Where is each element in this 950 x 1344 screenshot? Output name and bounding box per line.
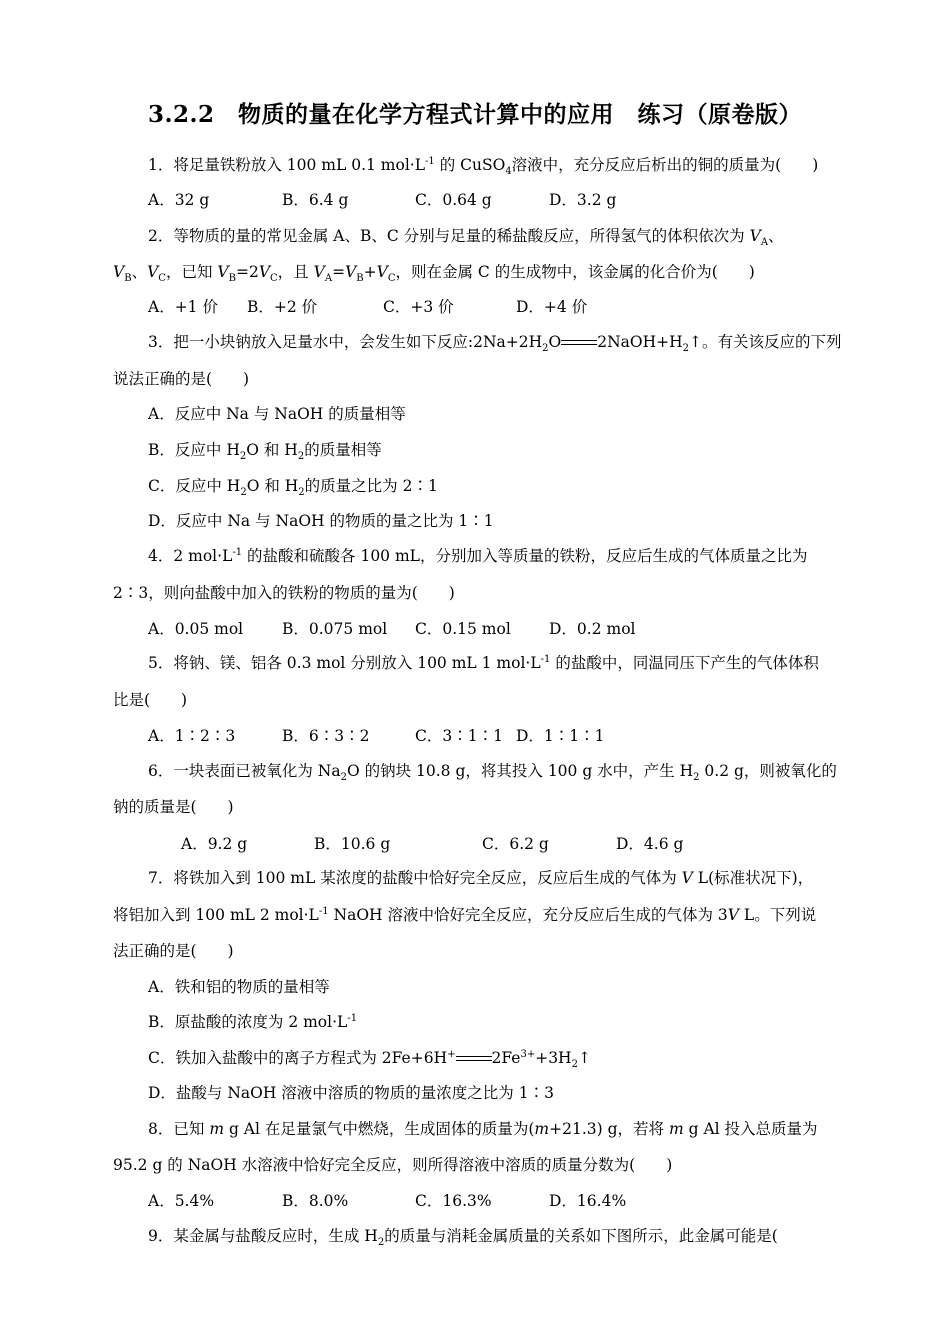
question-4-stem-line-1: 4．2 $mol\cdot L^{-1}$ 的盐酸和硫酸各 100 mL，分别加入等质量的铁粉，反应后生成的气体质量之比为 — [148, 546, 808, 565]
question-4-option-a: A．0.05 mol — [148, 620, 244, 638]
question-7-option-a: A．铁和铝的物质的量相等 — [148, 978, 330, 996]
question-7-stem-line-3: 法正确的是( ) — [113, 942, 234, 960]
question-5-option-c: C．3∶1∶1 — [415, 727, 503, 745]
question-2-option-a: A．+1 价 — [148, 298, 218, 316]
reaction-equals-sign — [456, 1054, 492, 1064]
question-4-option-d: D．0.2 mol — [549, 620, 636, 638]
question-4-option-b: B．0.075 mol — [282, 620, 388, 638]
question-3-stem-line-2: 说法正确的是( ) — [113, 370, 250, 388]
question-6-option-c: C．6.2 g — [482, 835, 549, 853]
question-6-option-d: D．4.6 g — [616, 835, 684, 853]
question-2-option-b: B．+2 价 — [247, 298, 318, 316]
question-3-option-b: B．反应中 $H_2O$ 和 $H_2$的质量相等 — [148, 441, 382, 463]
question-2-stem-line-1: 2．等物质的量的常见金属 A、B、C 分别与足量的稀盐酸反应，所得氢气的体积依次为 $V_A$、 — [148, 227, 784, 249]
question-1-option-d: D．3.2 g — [549, 191, 617, 209]
question-2-option-d: D．+4 价 — [516, 298, 588, 316]
question-8-option-b: B．8.0% — [282, 1192, 349, 1210]
question-6-stem-line-1: 6．一块表面已被氧化为 $Na_2O$ 的钠块 10.8 g，将其投入 100 g 水中，产生 $H_2$ 0.2 g，则被氧化的 — [148, 762, 837, 784]
question-5-stem-line-1: 5．将钠、镁、铝各 0.3 mol 分别放入 100 mL 1 $mol\cdot L^{-1}$ 的盐酸中，同温同压下产生的气体体积 — [148, 653, 819, 672]
question-6-option-b: B．10.6 g — [314, 835, 391, 853]
question-9-stem: 9．某金属与盐酸反应时，生成 $H_2$的质量与消耗金属质量的关系如下图所示，此金属可能是( — [148, 1227, 778, 1249]
question-3-stem-line-1: 3．把一小块钠放入足量水中，会发生如下反应$:2Na+2H_2O$ $2NaOH+H_2↑$。有关该反应的下列 — [148, 333, 842, 355]
question-7-option-d: D．盐酸与 NaOH 溶液中溶质的物质的量浓度之比为 1∶3 — [148, 1084, 554, 1102]
question-6-stem-line-2: 钠的质量是( ) — [113, 798, 234, 816]
question-4-stem-line-2: 2∶3，则向盐酸中加入的铁粉的物质的量为( ) — [113, 584, 455, 602]
question-7-option-b: B．原盐酸的浓度为 2 $mol\cdot L^{-1}$ — [148, 1012, 358, 1031]
question-5-option-a: A．1∶2∶3 — [148, 727, 236, 745]
question-5-stem-line-2: 比是( ) — [113, 691, 188, 709]
question-1-option-b: B．6.4 g — [282, 191, 349, 209]
question-8-option-a: A．5.4% — [148, 1192, 215, 1210]
question-2-stem-line-2: $V_B$、$V_C$，已知 $V_B=2V_C$，且 $V_A=V_B+V_C$，则在金属 C 的生成物中，该金属的化合价为( ) — [113, 263, 755, 285]
question-7-option-c: C．铁加入盐酸中的离子方程式为 2Fe+6H+ $2Fe^{3+}+3H_2↑$ — [148, 1048, 591, 1071]
question-1-option-c: C．0.64 g — [415, 191, 492, 209]
page-title: 3.2.2 物质的量在化学方程式计算中的应用 练习（原卷版） — [147, 101, 803, 128]
question-5-option-d: D．1∶1∶1 — [516, 727, 605, 745]
question-3-option-d: D．反应中 Na 与 NaOH 的物质的量之比为 1∶1 — [148, 512, 494, 530]
reaction-equals-sign — [561, 338, 597, 348]
question-8-stem-line-1: 8．已知 m g Al 在足量氯气中燃烧，生成固体的质量为(m+21.3) g，若将 m g Al 投入总质量为 — [148, 1120, 818, 1138]
question-5-option-b: B．6∶3∶2 — [282, 727, 370, 745]
question-7-stem-line-2: 将铝加入到 100 mL 2 $mol\cdot L^{-1}$ NaOH 溶液中恰好完全反应，充分反应后生成的气体为 3V L。下列说 — [113, 905, 817, 924]
question-6-option-a: A．9.2 g — [181, 835, 248, 853]
question-4-option-c: C．0.15 mol — [415, 620, 511, 638]
question-8-option-c: C．16.3% — [415, 1192, 492, 1210]
question-1-option-a: A．32 g — [148, 191, 210, 209]
question-3-option-c: C．反应中 $H_2O$ 和 $H_2$的质量之比为 2∶1 — [148, 477, 438, 499]
question-2-option-c: C．+3 价 — [383, 298, 454, 316]
question-7-stem-line-1: 7．将铁加入到 100 mL 某浓度的盐酸中恰好完全反应，反应后生成的气体为 V L(标准状况下)， — [148, 869, 814, 887]
question-8-stem-line-2: 95.2 g 的 NaOH 水溶液中恰好完全反应，则所得溶液中溶质的质量分数为( ) — [113, 1156, 673, 1174]
question-8-option-d: D．16.4% — [549, 1192, 627, 1210]
question-1-stem: 1．将足量铁粉放入 100 mL 0.1 $mol\cdot L^{-1}$ 的 CuSO$_4$溶液中，充分反应后析出的铜的质量为( ) — [148, 155, 819, 178]
question-3-option-a: A．反应中 Na 与 NaOH 的质量相等 — [148, 405, 406, 423]
